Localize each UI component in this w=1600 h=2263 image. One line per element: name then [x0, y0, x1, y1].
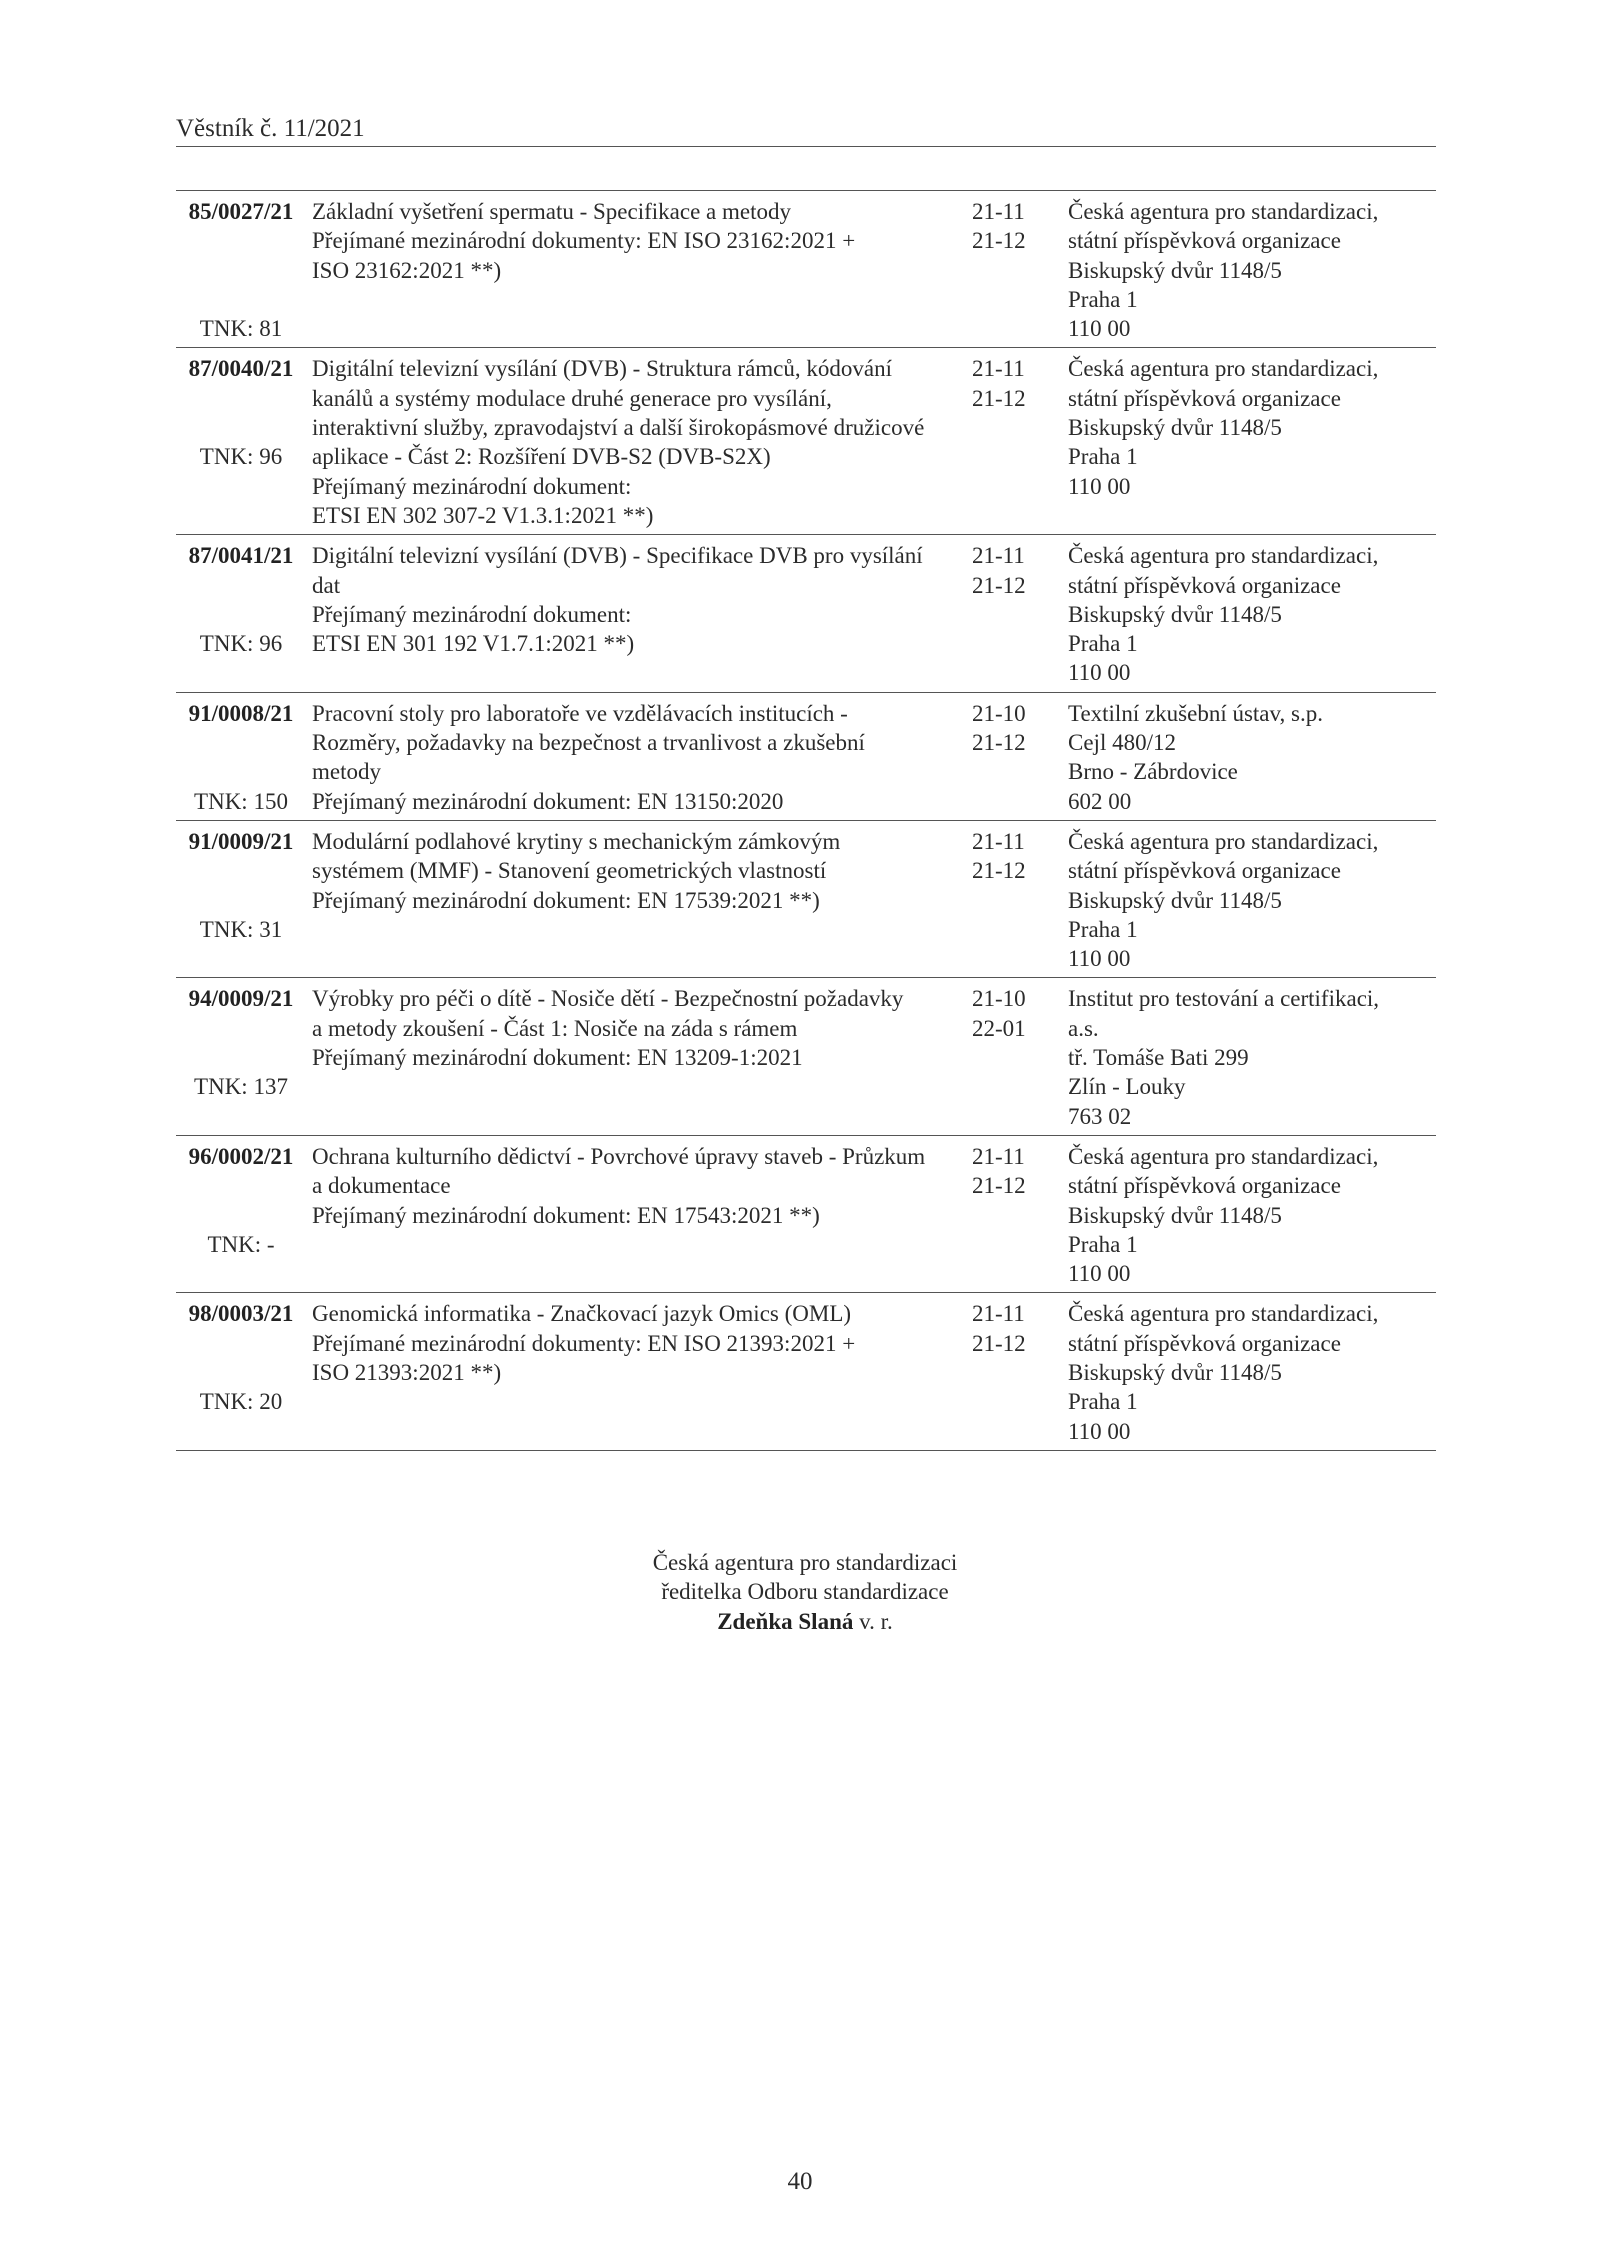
standard-code: 96/0002/21 — [188, 1143, 294, 1169]
organization-line: Česká agentura pro standardizaci, — [1068, 1301, 1379, 1327]
date-value: 21-12 — [972, 572, 1026, 598]
organization-line: státní příspěvková organizace — [1068, 858, 1341, 884]
organization-line: Biskupský dvůr 1148/5 — [1068, 1202, 1282, 1228]
title-line: Digitální televizní vysílání (DVB) - Struktura rámců, kódování — [312, 356, 892, 382]
title-line: interaktivní služby, zpravodajství a další širokopásmové družicové — [312, 415, 925, 441]
table-row — [176, 348, 1436, 535]
page-number: 40 — [787, 2168, 813, 2195]
organization-line: státní příspěvková organizace — [1068, 228, 1341, 254]
organization-line: 110 00 — [1068, 946, 1131, 972]
title-line: ISO 21393:2021 **) — [312, 1359, 502, 1385]
title-line: Přejímaný mezinárodní dokument: EN 17543:2021 **) — [312, 1202, 820, 1228]
organization-cell — [1062, 354, 1436, 530]
table-row — [176, 1293, 1436, 1450]
organization-line: Praha 1 — [1068, 631, 1138, 657]
standard-code: 98/0003/21 — [188, 1301, 294, 1327]
title-cell — [306, 1299, 966, 1445]
table-row — [176, 1136, 1436, 1293]
organization-cell — [1062, 984, 1436, 1130]
title-line: Základní vyšetření spermatu - Specifikace a metody — [312, 199, 791, 224]
title-cell — [306, 699, 966, 816]
date-value: 21-12 — [972, 858, 1026, 884]
organization-line: Česká agentura pro standardizaci, — [1068, 356, 1379, 382]
date-value: 21-10 — [972, 986, 1026, 1012]
standard-code: 85/0027/21 — [188, 199, 294, 224]
title-line: Přejímaný mezinárodní dokument: EN 13209-1:2021 — [312, 1045, 803, 1071]
title-line: Přejímaný mezinárodní dokument: EN 17539:2021 **) — [312, 887, 820, 913]
date-value: 21-12 — [972, 385, 1026, 411]
date-value: 21-12 — [972, 730, 1026, 756]
code-cell — [176, 354, 306, 530]
code-cell — [176, 197, 306, 343]
organization-line: Textilní zkušební ústav, s.p. — [1068, 700, 1323, 726]
code-cell — [176, 1299, 306, 1445]
organization-line: Biskupský dvůr 1148/5 — [1068, 257, 1282, 283]
dates-cell — [966, 827, 1062, 973]
organization-line: Zlín - Louky — [1068, 1074, 1186, 1100]
title-cell — [306, 1142, 966, 1288]
code-cell — [176, 827, 306, 973]
organization-line: Brno - Zábrdovice — [1068, 759, 1238, 785]
standards-table — [176, 190, 1436, 1451]
title-line: Přejímané mezinárodní dokumenty: EN ISO 21393:2021 + — [312, 1330, 856, 1356]
date-value: 22-01 — [972, 1015, 1026, 1041]
organization-line: Biskupský dvůr 1148/5 — [1068, 601, 1282, 627]
table-row — [176, 821, 1436, 978]
title-line: Přejímaný mezinárodní dokument: — [312, 473, 632, 499]
code-cell — [176, 541, 306, 687]
organization-line: Praha 1 — [1068, 444, 1138, 470]
title-line: aplikace - Část 2: Rozšíření DVB-S2 (DVB-S2X) — [312, 444, 771, 470]
signature-block — [550, 1548, 1060, 1636]
table-row — [176, 978, 1436, 1135]
title-line: a metody zkoušení - Část 1: Nosiče na záda s rámem — [312, 1015, 798, 1041]
standard-code: 91/0009/21 — [188, 828, 294, 854]
signature-agency: Česká agentura pro standardizaci — [652, 1550, 958, 1575]
tnk-label: TNK: 81 — [199, 316, 283, 342]
page-header: Věstník č. 11/2021 — [176, 115, 365, 142]
organization-cell — [1062, 541, 1436, 687]
title-line: dat — [312, 572, 341, 598]
date-value: 21-11 — [972, 199, 1025, 224]
signature-name-line — [550, 1607, 1060, 1636]
organization-line: 110 00 — [1068, 473, 1131, 499]
standard-code: 94/0009/21 — [188, 986, 294, 1012]
title-line: Genomická informatika - Značkovací jazyk Omics (OML) — [312, 1301, 852, 1327]
organization-cell — [1062, 699, 1436, 816]
organization-line: Praha 1 — [1068, 916, 1138, 942]
signature-suffix: v. r. — [853, 1608, 893, 1634]
title-cell — [306, 984, 966, 1130]
dates-cell — [966, 197, 1062, 343]
signature-role: ředitelka Odboru standardizace — [661, 1579, 949, 1605]
date-value: 21-11 — [972, 356, 1025, 382]
organization-line: Praha 1 — [1068, 1389, 1138, 1415]
organization-line: státní příspěvková organizace — [1068, 572, 1341, 598]
date-value: 21-11 — [972, 1143, 1025, 1169]
title-cell — [306, 827, 966, 973]
title-line: ETSI EN 301 192 V1.7.1:2021 **) — [312, 631, 635, 657]
tnk-label: TNK: 137 — [194, 1074, 288, 1100]
organization-line: tř. Tomáše Bati 299 — [1068, 1045, 1249, 1071]
organization-line: Česká agentura pro standardizaci, — [1068, 828, 1379, 854]
tnk-label: TNK: 31 — [199, 916, 283, 942]
organization-line: Praha 1 — [1068, 286, 1138, 312]
organization-line: Česká agentura pro standardizaci, — [1068, 1143, 1379, 1169]
organization-cell — [1062, 1142, 1436, 1288]
date-value: 21-12 — [972, 1173, 1026, 1199]
dates-cell — [966, 1299, 1062, 1445]
dates-cell — [966, 541, 1062, 687]
title-cell — [306, 197, 966, 343]
header-divider — [176, 146, 1436, 147]
code-cell — [176, 699, 306, 816]
organization-line: 602 00 — [1068, 788, 1132, 814]
title-line: Výrobky pro péči o dítě - Nosiče dětí - Bezpečnostní požadavky — [312, 986, 904, 1012]
organization-line: a.s. — [1068, 1015, 1099, 1041]
signature-name: Zdeňka Slaná — [717, 1608, 854, 1634]
standard-code: 91/0008/21 — [188, 700, 294, 726]
organization-line: Česká agentura pro standardizaci, — [1068, 199, 1379, 224]
organization-line: státní příspěvková organizace — [1068, 1330, 1341, 1356]
title-line: Digitální televizní vysílání (DVB) - Specifikace DVB pro vysílání — [312, 543, 923, 569]
date-value: 21-11 — [972, 543, 1025, 569]
title-line: ISO 23162:2021 **) — [312, 257, 502, 283]
organization-line: 763 02 — [1068, 1103, 1132, 1129]
tnk-label: TNK: 20 — [199, 1389, 283, 1415]
organization-line: Biskupský dvůr 1148/5 — [1068, 1359, 1282, 1385]
title-line: Přejímaný mezinárodní dokument: EN 13150:2020 — [312, 788, 784, 814]
organization-line: 110 00 — [1068, 316, 1131, 342]
title-line: systémem (MMF) - Stanovení geometrických vlastností — [312, 858, 827, 884]
title-line: Přejímané mezinárodní dokumenty: EN ISO 23162:2021 + — [312, 228, 856, 254]
standard-code: 87/0040/21 — [188, 356, 294, 382]
organization-line: Praha 1 — [1068, 1231, 1138, 1257]
dates-cell — [966, 984, 1062, 1130]
organization-line: státní příspěvková organizace — [1068, 385, 1341, 411]
standard-code: 87/0041/21 — [188, 543, 294, 569]
organization-line: 110 00 — [1068, 1418, 1131, 1444]
date-value: 21-10 — [972, 700, 1026, 726]
dates-cell — [966, 354, 1062, 530]
table-row — [176, 191, 1436, 348]
date-value: 21-11 — [972, 1301, 1025, 1327]
date-value: 21-11 — [972, 828, 1025, 854]
code-cell — [176, 984, 306, 1130]
code-cell — [176, 1142, 306, 1288]
title-line: Přejímaný mezinárodní dokument: — [312, 601, 632, 627]
title-line: Modulární podlahové krytiny s mechanickým zámkovým — [312, 828, 841, 854]
organization-line: státní příspěvková organizace — [1068, 1173, 1341, 1199]
organization-line: Cejl 480/12 — [1068, 730, 1176, 756]
organization-line: 110 00 — [1068, 1261, 1131, 1287]
title-line: Ochrana kulturního dědictví - Povrchové úpravy staveb - Průzkum — [312, 1143, 926, 1169]
organization-line: Biskupský dvůr 1148/5 — [1068, 887, 1282, 913]
title-line: a dokumentace — [312, 1173, 451, 1199]
table-row — [176, 693, 1436, 821]
organization-cell — [1062, 197, 1436, 343]
organization-line: 110 00 — [1068, 660, 1131, 686]
tnk-label: TNK: 96 — [199, 444, 283, 470]
title-cell — [306, 354, 966, 530]
tnk-label: TNK: 96 — [199, 631, 283, 657]
title-line: ETSI EN 302 307-2 V1.3.1:2021 **) — [312, 502, 654, 528]
title-line: Pracovní stoly pro laboratoře ve vzdělávacích institucích - — [312, 700, 848, 726]
organization-line: Česká agentura pro standardizaci, — [1068, 543, 1379, 569]
title-line: metody — [312, 759, 381, 785]
organization-line: Biskupský dvůr 1148/5 — [1068, 415, 1282, 441]
organization-cell — [1062, 827, 1436, 973]
date-value: 21-12 — [972, 228, 1026, 254]
table-row — [176, 535, 1436, 692]
dates-cell — [966, 699, 1062, 816]
title-line: kanálů a systémy modulace druhé generace pro vysílání, — [312, 385, 832, 411]
title-line: Rozměry, požadavky na bezpečnost a trvanlivost a zkušební — [312, 730, 865, 756]
dates-cell — [966, 1142, 1062, 1288]
title-cell — [306, 541, 966, 687]
tnk-label: TNK: 150 — [194, 788, 288, 814]
date-value: 21-12 — [972, 1330, 1026, 1356]
organization-cell — [1062, 1299, 1436, 1445]
organization-line: Institut pro testování a certifikaci, — [1068, 986, 1380, 1012]
tnk-label: TNK: - — [207, 1231, 275, 1257]
